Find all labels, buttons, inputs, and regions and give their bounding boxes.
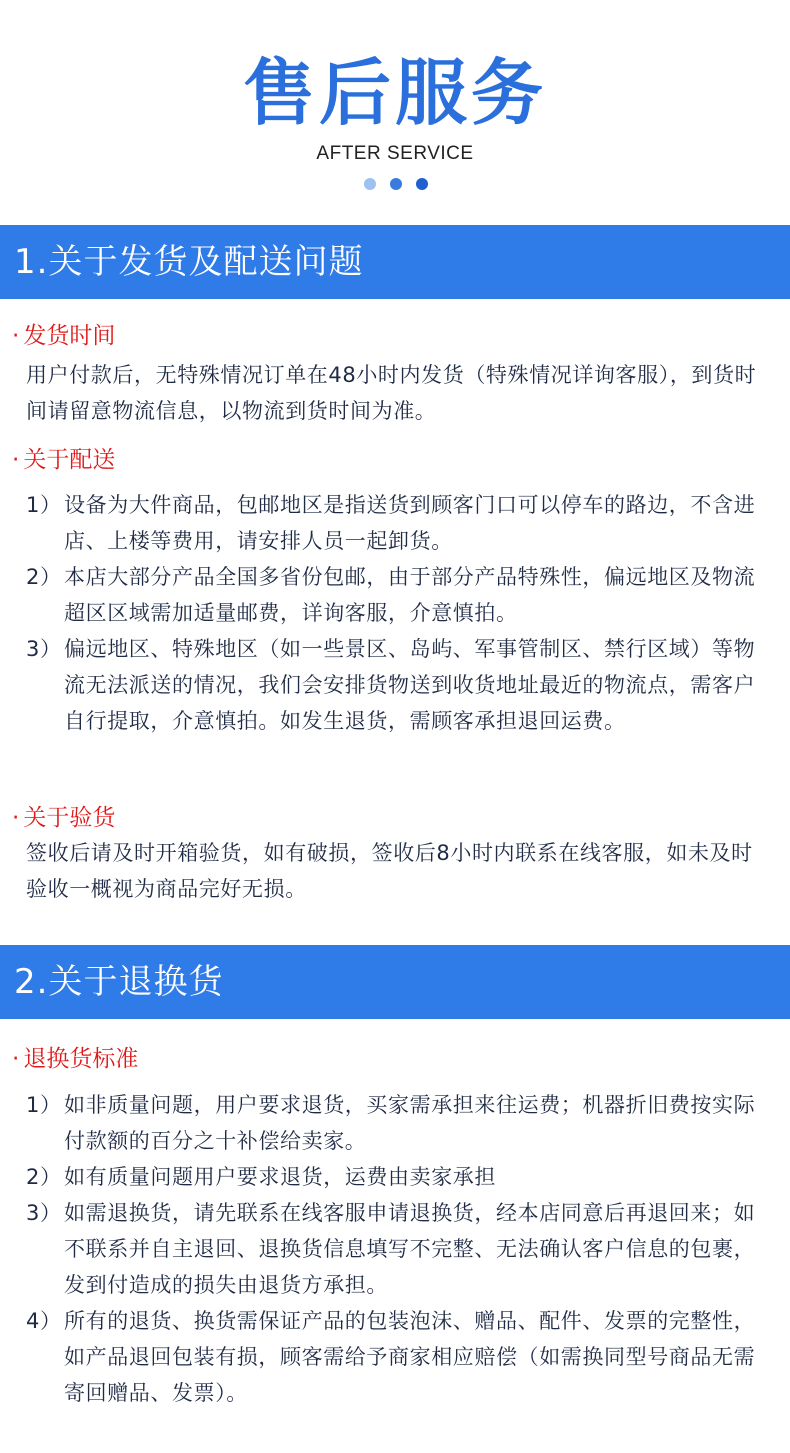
list-number: 2） xyxy=(26,565,62,589)
list-text: 设备为大件商品，包邮地区是指送货到顾客门口可以停车的路边，不含进店、上楼等费用，请安排人员一起卸货。 xyxy=(64,493,756,553)
list-text: 如非质量问题，用户要求退货，买家需承担来往运费；机器折旧费按实际付款额的百分之十补偿给卖家。 xyxy=(64,1093,756,1153)
list-item xyxy=(26,487,766,559)
bullet-dot-icon: · xyxy=(12,323,20,349)
subheading-return-standard xyxy=(12,1044,138,1074)
page-title: 售后服务 xyxy=(242,51,547,135)
section-banner-shipping xyxy=(0,225,790,299)
shipping-time-text: 用户付款后，无特殊情况订单在48小时内发货（特殊情况详询客服），到货时间请留意物流信息，以物流到货时间为准。 xyxy=(26,363,757,423)
page-header xyxy=(0,0,790,225)
list-number: 3） xyxy=(26,637,62,661)
list-text: 如需退换货，请先联系在线客服申请退换货，经本店同意后再退回来；如不联系并自主退回、退换货信息填写不完整、无法确认客户信息的包裹，发到付造成的损失由退货方承担。 xyxy=(64,1201,756,1297)
dot-light-icon xyxy=(364,178,376,190)
list-text: 本店大部分产品全国多省份包邮，由于部分产品特殊性，偏远地区及物流超区区域需加适量邮费，详询客服，介意慎拍。 xyxy=(64,565,756,625)
list-text: 如有质量问题用户要求退货，运费由卖家承担 xyxy=(64,1165,496,1189)
section-title-shipping: 1.关于发货及配送问题 xyxy=(14,242,364,282)
subheading-inspection xyxy=(12,803,115,833)
subheading-label: 关于配送 xyxy=(23,447,116,473)
list-number: 1） xyxy=(26,493,62,517)
list-item xyxy=(26,559,766,631)
list-number: 4） xyxy=(26,1309,62,1333)
delivery-list xyxy=(26,487,766,739)
list-item xyxy=(26,1195,766,1303)
subheading-shipping-time xyxy=(12,321,115,351)
list-text: 偏远地区、特殊地区（如一些景区、岛屿、军事管制区、禁行区域）等物流无法派送的情况，我们会安排货物送到收货地址最近的物流点，需客户自行提取，介意慎拍。如发生退货，需顾客承担退回运费。 xyxy=(64,637,756,733)
return-standard-list xyxy=(26,1087,766,1411)
list-item xyxy=(26,1303,766,1411)
page-subtitle: AFTER SERVICE xyxy=(316,143,474,164)
list-text: 所有的退货、换货需保证产品的包装泡沫、赠品、配件、发票的完整性，如产品退回包装有损，顾客需给予商家相应赔偿（如需换同型号商品无需寄回赠品、发票）。 xyxy=(64,1309,756,1405)
dot-mid-icon xyxy=(390,178,402,190)
bullet-dot-icon: · xyxy=(12,1046,20,1072)
subheading-label: 退换货标准 xyxy=(23,1046,139,1072)
list-item xyxy=(26,631,766,739)
bullet-dot-icon: · xyxy=(12,805,20,831)
decorative-dots xyxy=(364,178,428,190)
dot-dark-icon xyxy=(416,178,428,190)
section-banner-returns xyxy=(0,945,790,1019)
bullet-dot-icon: · xyxy=(12,447,20,473)
subheading-label: 关于验货 xyxy=(23,805,116,831)
section-title-returns: 2.关于退换货 xyxy=(14,962,224,1002)
list-number: 2） xyxy=(26,1165,62,1189)
subheading-delivery xyxy=(12,445,115,475)
list-number: 3） xyxy=(26,1201,62,1225)
subheading-label: 发货时间 xyxy=(23,323,116,349)
list-number: 1） xyxy=(26,1093,62,1117)
list-item xyxy=(26,1159,766,1195)
inspection-text: 签收后请及时开箱验货，如有破损，签收后8小时内联系在线客服，如未及时验收一概视为商品完好无损。 xyxy=(26,841,753,901)
list-item xyxy=(26,1087,766,1159)
